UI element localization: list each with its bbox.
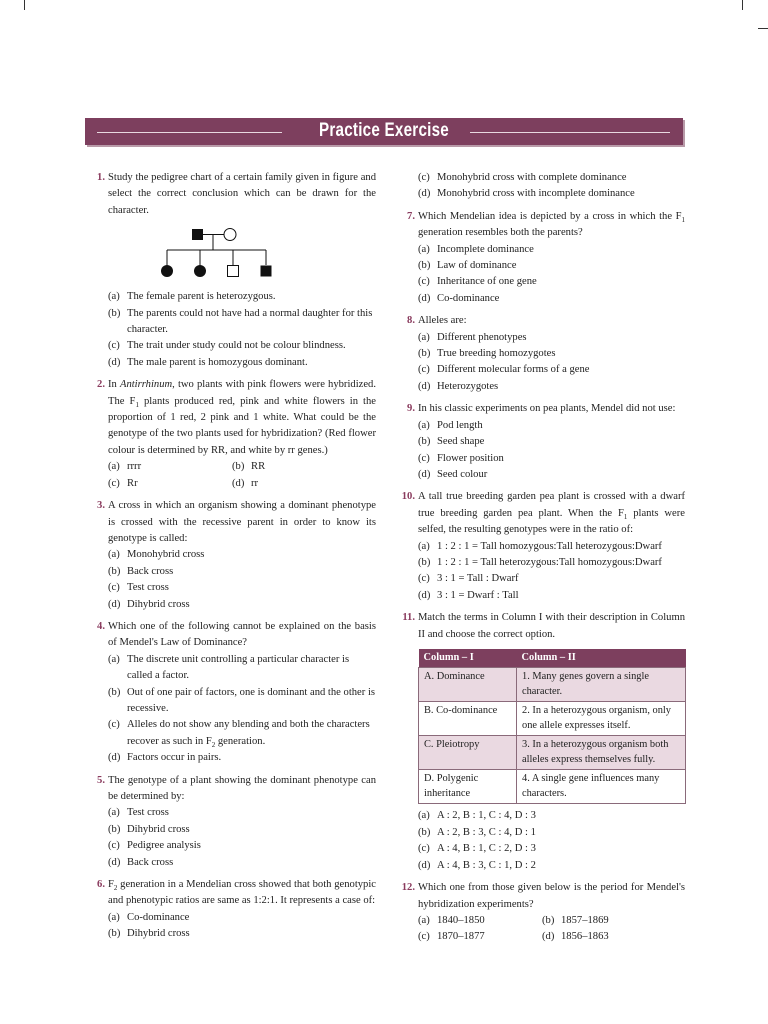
option[interactable]: (d) rr [232,477,259,489]
table-header: Column – I [419,649,517,668]
question-stem: Match the terms in Column I with their description in Column II and choose the correct option. [418,612,685,640]
question-stem: In Antirrhinum, two plants with pink flowers were hybridized. The $F_1$ plants produced red, pink and white flowers in the proportion of 1 red, 2 pink and 1 white. What could be the genotype of the two plants used for hybridization? (Red flower colour is determined by RR, and white by rr genes.) [108,379,377,456]
option[interactable]: (b) 1857–1869 [542,914,609,926]
page-title: Practice Exercise [319,120,449,141]
question-number: 12. [401,882,415,894]
question-number: 5. [97,774,105,786]
question-12 [398,880,685,946]
question-number: 6. [97,879,105,891]
crop-mark [742,0,743,10]
option[interactable]: (c) Inheritance of one gene [418,276,537,288]
table-row [419,736,686,770]
option[interactable]: (b) The parents could not have had a normal daughter for this character. [108,307,373,336]
question-stem: Alleles are: [418,315,467,327]
option[interactable]: (a) Different phenotypes [418,331,527,343]
question-number: 4. [97,620,105,632]
title-banner [85,118,683,145]
option[interactable]: (d) Dihybrid cross [108,598,190,610]
crop-mark [24,0,25,10]
table-row [419,770,686,804]
option[interactable]: (c) The trait under study could not be colour blindness. [108,340,346,352]
question-10 [398,489,685,604]
option[interactable]: (b) A : 2, B : 3, C : 4, D : 1 [418,826,536,838]
option[interactable]: (b) True breeding homozygotes [418,348,556,360]
question-8 [398,313,685,395]
question-stem: Which one of the following cannot be explained on the basis of Mendel's Law of Dominance? [108,620,376,649]
option[interactable]: (b) Dihybrid cross [108,823,190,835]
option[interactable]: (c) Rr [108,477,138,489]
table-cell: 1. Many genes govern a single character. [517,668,686,702]
question-number: 10. [401,491,415,503]
option[interactable]: (c) Flower position [418,452,504,464]
option[interactable]: (c) Test cross [108,582,169,594]
question-7 [398,209,685,307]
question-6 [88,877,376,943]
table-cell: C. Pleiotropy [419,736,517,770]
option[interactable]: (b) Law of dominance [418,260,517,272]
table-header: Column – II [517,649,686,668]
option[interactable]: (c) Monohybrid cross with complete dominance [418,172,627,183]
table-cell: 4. A single gene influences many characters. [517,770,686,804]
option[interactable]: (d) A : 4, B : 3, C : 1, D : 2 [418,859,536,871]
option[interactable]: (b) Dihybrid cross [108,928,190,940]
pedigree-son-affected [261,266,272,277]
option[interactable]: (d) Back cross [108,856,174,868]
table-cell: B. Co-dominance [419,702,517,736]
crop-mark [758,28,768,29]
pedigree-female-normal [224,229,236,241]
option[interactable]: (a) A : 2, B : 1, C : 4, D : 3 [418,810,536,822]
option[interactable]: (d) Seed colour [418,468,488,480]
question-4 [88,619,376,767]
option[interactable]: (c) 1870–1877 [418,931,485,943]
option[interactable]: (c) Different molecular forms of a gene [418,364,590,376]
question-stem: Which one from those given below is the period for Mendel's hybridization experiments? [418,882,685,910]
option[interactable]: (d) Co-dominance [418,292,500,304]
table-cell: A. Dominance [419,668,517,702]
option[interactable]: (a) Test cross [108,807,169,819]
option[interactable]: (c) A : 4, B : 1, C : 2, D : 3 [418,843,536,855]
table-row [419,668,686,702]
table-cell: 2. In a heterozygous organism, only one allele expresses itself. [517,702,686,736]
option[interactable]: (a) 1840–1850 [418,914,485,926]
option[interactable]: (c) 3 : 1 = Tall : Dwarf [418,573,519,585]
question-number: 7. [407,210,415,222]
question-number: 9. [407,403,415,415]
left-column [88,170,376,949]
pedigree-daughter-affected [161,265,173,277]
question-11 [398,610,685,874]
option[interactable]: (b) Back cross [108,565,174,577]
pedigree-male-affected [192,229,203,240]
pedigree-chart [160,227,290,285]
question-number: 1. [97,172,105,183]
option[interactable]: (b) 1 : 2 : 1 = Tall heterozygous:Tall homozygous:Dwarf [418,556,662,568]
question-stem: Study the pedigree chart of a certain family given in figure and select the correct conclusion which can be drawn for the character. [108,172,376,216]
option[interactable]: (a) The female parent is heterozygous. [108,291,276,303]
question-number: 3. [97,500,105,512]
question-stem: A cross in which an organism showing a dominant phenotype is crossed with the recessive parent in order to know its genotype is called: [108,500,376,544]
option[interactable]: (a) 1 : 2 : 1 = Tall homozygous:Tall heterozygous:Dwarf [418,540,662,552]
option[interactable]: (d) Heterozygotes [418,380,499,392]
option[interactable]: (b) RR [232,461,266,473]
question-1 [88,170,376,371]
option[interactable]: (a) Co-dominance [108,911,190,923]
option[interactable]: (b) Seed shape [418,436,485,448]
option[interactable]: (a) Pod length [418,419,483,431]
option[interactable]: (a) rrrr [108,461,142,473]
option[interactable]: (a) Incomplete dominance [418,243,534,255]
table-cell: D. Polygenic inheritance [419,770,517,804]
table-row [419,702,686,736]
question-stem: The genotype of a plant showing the dominant phenotype can be determined by: [108,774,376,802]
right-column [398,170,685,952]
match-table [418,649,686,805]
question-number: 2. [97,379,105,391]
question-stem: $F_2$ generation in a Mendelian cross showed that both genotypic and phenotypic ratios are same as 1:2:1. It represents a case of: [108,879,376,907]
option[interactable]: (d) Factors occur in pairs. [108,752,222,764]
question-2 [88,377,376,492]
question-stem: Which Mendelian idea is depicted by a cross in which the $F_1$ generation resembles both the parents? [418,210,685,239]
option[interactable]: (d) 3 : 1 = Dwarf : Tall [418,589,519,601]
option[interactable]: (d) The male parent is homozygous dominant. [108,356,308,368]
option[interactable]: (d) Monohybrid cross with incomplete dominance [418,188,635,200]
option[interactable]: (b) Out of one pair of factors, one is dominant and the other is recessive. [108,686,376,714]
option[interactable]: (c) Pedigree analysis [108,840,201,852]
question-stem: A tall true breeding garden pea plant is crossed with a dwarf true breeding garden pea plant. When the $F_1$ plants were selfed, the resulting genotypes were in the ratio of: [418,491,685,536]
question-6-continued [398,170,685,203]
option[interactable]: (a) The discrete unit controlling a particular character is called a factor. [108,653,350,682]
option[interactable]: (c) Alleles do not show any blending and both the characters recover as such in $F_2$ generation. [108,719,370,749]
question-number: 11. [402,612,415,624]
question-9 [398,401,685,483]
option[interactable]: (d) 1856–1863 [542,931,609,943]
question-number: 8. [407,315,415,327]
question-3 [88,498,376,613]
pedigree-daughter-affected [194,265,206,277]
pedigree-son-normal [228,266,239,277]
question-stem: In his classic experiments on pea plants, Mendel did not use: [418,403,676,415]
option[interactable]: (a) Monohybrid cross [108,549,205,561]
question-5 [88,773,376,871]
table-cell: 3. In a heterozygous organism both alleles express themselves fully. [517,736,686,770]
